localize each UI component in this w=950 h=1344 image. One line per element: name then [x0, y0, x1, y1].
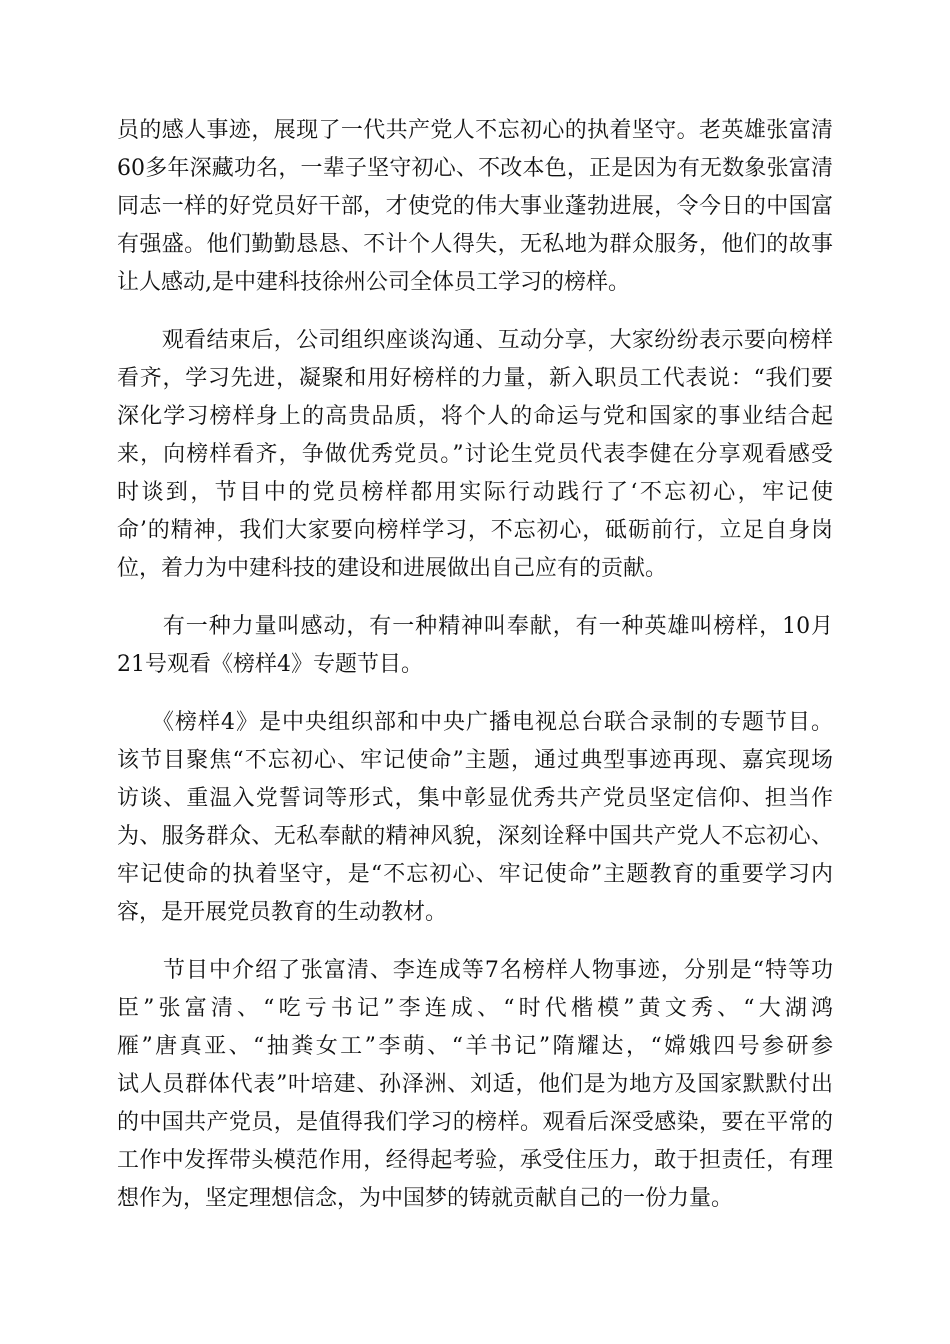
- text-line: 命’的精神，我们大家要向榜样学习，不忘初心，砥砺前行，立足自身岗: [117, 518, 833, 543]
- text-line: 节目中介绍了张富清、李连成等7名榜样人物事迹，分别是“特等功: [117, 958, 833, 983]
- text-line: 来，向榜样看齐，争做优秀党员。”讨论生党员代表李健在分享观看感受: [117, 442, 833, 467]
- paragraph-gap: [117, 302, 833, 322]
- text-line: 看齐，学习先进，凝聚和用好榜样的力量，新入职员工代表说：“我们要: [117, 366, 833, 391]
- paragraph-gap: [117, 684, 833, 704]
- text-line: 该节目聚焦“不忘初心、牢记使命”主题，通过典型事迹再现、嘉宾现场: [117, 748, 833, 773]
- text-line: 员的感人事迹，展现了一代共产党人不忘初心的执着坚守。老英雄张富清: [117, 118, 833, 143]
- text-line: 想作为，坚定理想信念，为中国梦的铸就贡献自己的一份力量。: [117, 1186, 734, 1211]
- text-line: 让人感动,是中建科技徐州公司全体员工学习的榜样。: [117, 270, 630, 295]
- document-body: [117, 112, 833, 1218]
- text-line: 位，着力为中建科技的建设和进展做出自己应有的贡献。: [117, 556, 668, 581]
- paragraph-gap: [117, 932, 833, 952]
- text-line: 同志一样的好党员好干部，才使党的伟大事业蓬勃进展，令今日的中国富: [117, 194, 833, 219]
- text-line: 时谈到，节目中的党员榜样都用实际行动践行了‘不忘初心，牢记使: [117, 480, 833, 505]
- text-line: 容，是开展党员教育的生动教材。: [117, 900, 448, 925]
- text-line: 雁”唐真亚、“抽粪女工”李萌、“羊书记”隋耀达，“嫦娥四号参研参: [117, 1034, 833, 1059]
- text-line: 臣”张富清、“吃亏书记”李连成、“时代楷模”黄文秀、“大湖鸿: [117, 996, 833, 1021]
- text-line: 牢记使命的执着坚守，是“不忘初心、牢记使命”主题教育的重要学习内: [117, 862, 833, 887]
- paragraph: [117, 322, 833, 588]
- text-line: 的中国共产党员，是值得我们学习的榜样。观看后深受感染，要在平常的: [117, 1110, 833, 1135]
- paragraph: [117, 608, 833, 684]
- text-line: 工作中发挥带头模范作用，经得起考验，承受住压力，敢于担责任，有理: [117, 1148, 833, 1173]
- text-line: 为、服务群众、无私奉献的精神风貌，深刻诠释中国共产党人不忘初心、: [117, 824, 833, 849]
- paragraph: [117, 952, 833, 1218]
- text-line: 有强盛。他们勤勤恳恳、不计个人得失，无私地为群众服务，他们的故事: [117, 232, 833, 257]
- text-line: 21号观看《榜样4》专题节目。: [117, 652, 423, 677]
- text-line: 深化学习榜样身上的高贵品质，将个人的命运与党和国家的事业结合起: [117, 404, 833, 429]
- text-line: 《榜样4》是中央组织部和中央广播电视总台联合录制的专题节目。: [117, 710, 833, 735]
- text-line: 访谈、重温入党誓词等形式，集中彰显优秀共产党员坚定信仰、担当作: [117, 786, 833, 811]
- text-line: 有一种力量叫感动，有一种精神叫奉献，有一种英雄叫榜样，10月: [117, 614, 833, 639]
- text-line: 试人员群体代表”叶培建、孙泽洲、刘适，他们是为地方及国家默默付出: [117, 1072, 833, 1097]
- paragraph-gap: [117, 588, 833, 608]
- paragraph: [117, 112, 833, 302]
- paragraph: [117, 704, 833, 932]
- text-line: 60多年深藏功名，一辈子坚守初心、不改本色，正是因为有无数象张富清: [117, 156, 833, 181]
- text-line: 观看结束后，公司组织座谈沟通、互动分享，大家纷纷表示要向榜样: [117, 328, 833, 353]
